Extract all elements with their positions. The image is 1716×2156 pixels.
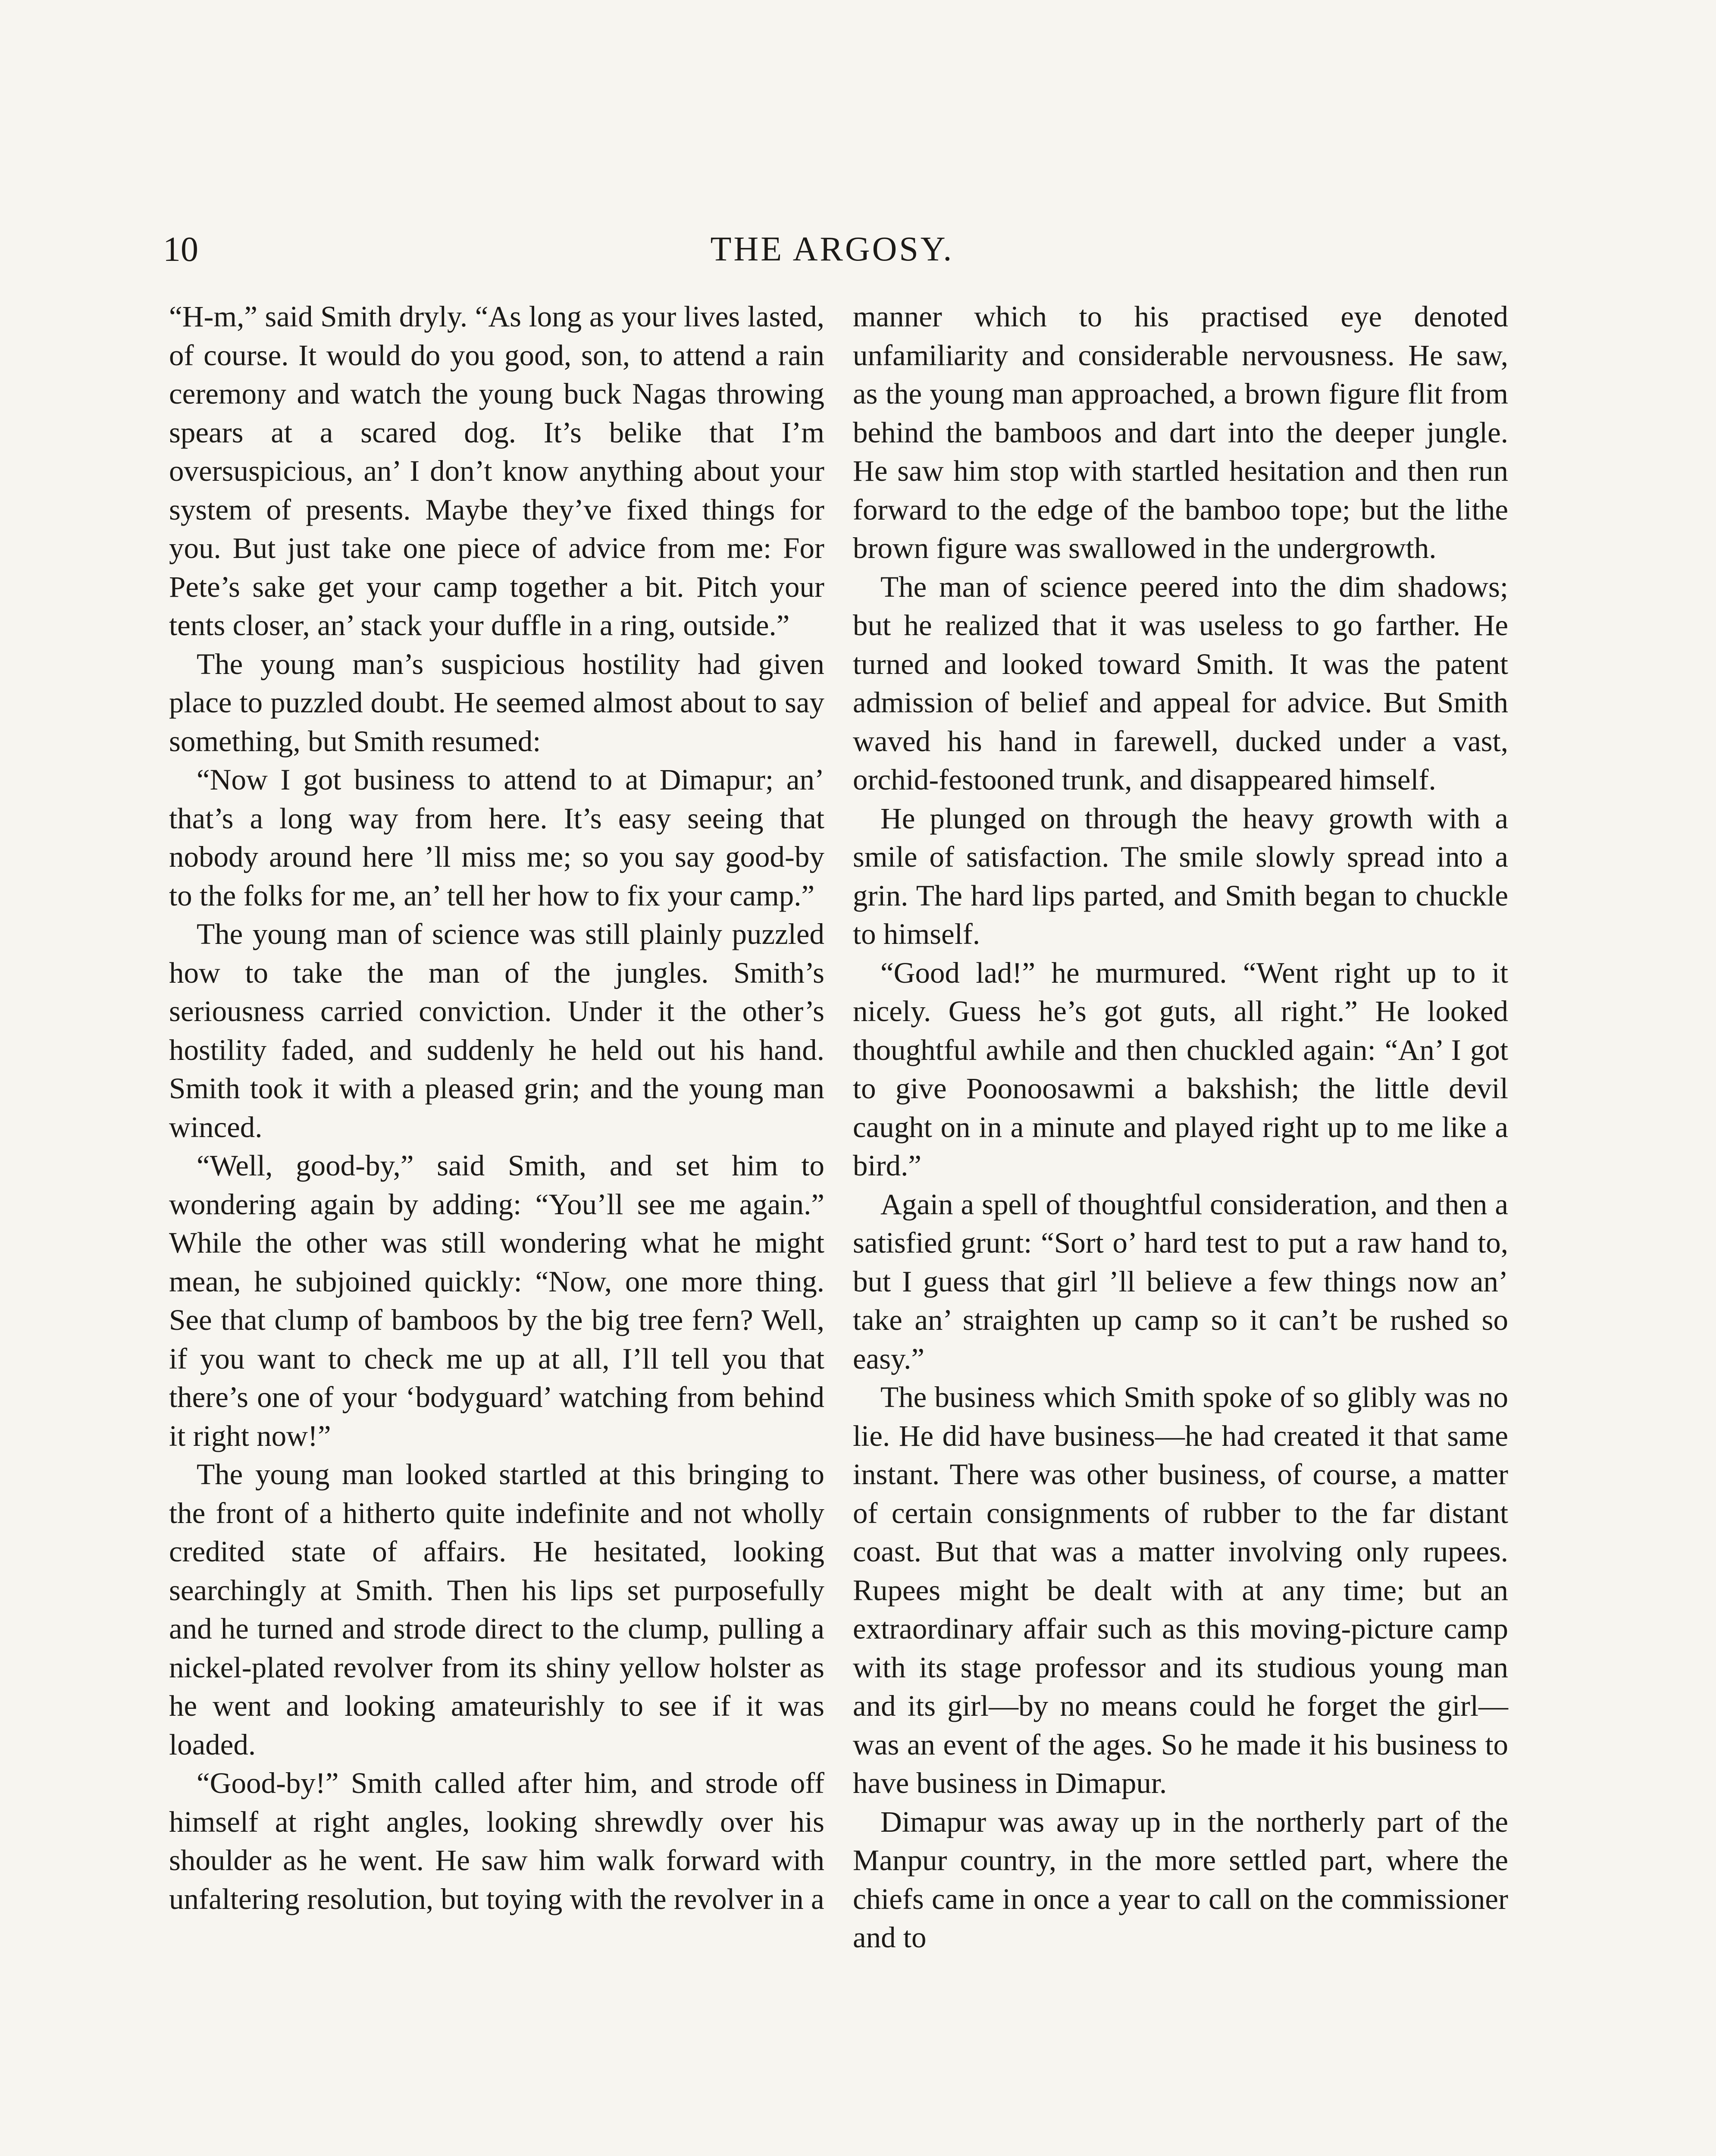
paragraph: He plunged on through the heavy growth with a smile of satisfaction. The smile slowly spread into a grin. The hard lips parted, and Smith began to chuckle to himself. xyxy=(853,802,1508,950)
paragraph: “Good lad!” he murmured. “Went right up to it nicely. Guess he’s got guts, all right.” He looked thoughtful awhile and then chuckled again: “An’ I got to give Poonoosawmi a bakshish; the little devil caught on in a minute and played right up to me like a bird.” xyxy=(853,956,1508,1182)
paragraph: The man of science peered into the dim shadows; but he realized that it was useless to go farther. He turned and looked toward Smith. It was the patent admission of belief and appeal for advice. But Smith waved his hand in farewell, ducked under a vast, orchid-festooned trunk, and disappeared himself. xyxy=(853,570,1508,796)
page-number: 10 xyxy=(163,229,198,269)
paragraph: “H-m,” said Smith dryly. “As long as your lives lasted, of course. It would do you good, son, to attend a rain ceremony and watch the young buck Nagas throwing spears at a scared dog. It’s belike that I’m oversuspicious, an’ I don’t know anything about your system of presents. Maybe they’ve fixed things for you. But just take one piece of advice from me: For Pete’s sake get your camp together a bit. Pitch your tents closer, an’ stack your duffle in a ring, outside.” xyxy=(169,300,824,642)
paragraph: “Now I got business to attend to at Dimapur; an’ that’s a long way from here. It’s easy seeing that nobody around here ’ll miss me; so you say good-by to the folks for me, an’ tell her how to fix your camp.” xyxy=(169,763,824,912)
right-column xyxy=(853,298,1508,1957)
paragraph: The young man looked startled at this bringing to the front of a hitherto quite indefinite and not wholly credited state of affairs. He hesitated, looking searchingly at Smith. Then his lips set purposefully and he turned and strode direct to the clump, pulling a nickel-plated revolver from its shiny yellow holster as he went and looking amateurishly to see if it was loaded. xyxy=(169,1458,824,1761)
page-header xyxy=(163,223,1501,275)
paragraph: The young man’s suspicious hostility had given place to puzzled doubt. He seemed almost about to say something, but Smith resumed: xyxy=(169,647,824,758)
left-column xyxy=(169,298,824,1918)
running-head: THE ARGOSY. xyxy=(710,230,954,268)
paragraph: Dimapur was away up in the northerly part of the Manpur country, in the more settled part, where the chiefs came in once a year to call on the commissioner and to xyxy=(853,1805,1508,1954)
paragraph: manner which to his practised eye denoted unfamiliarity and considerable nervousness. He saw, as the young man approached, a brown figure flit from behind the bamboos and dart into the deeper jungle. He saw him stop with startled hesitation and then run forward to the edge of the bamboo tope; but the lithe brown figure was swallowed in the undergrowth. xyxy=(853,300,1508,564)
paragraph: The young man of science was still plainly puzzled how to take the man of the jungles. Smith’s seriousness carried conviction. Under it the other’s hostility faded, and suddenly he held out his hand. Smith took it with a pleased grin; and the young man winced. xyxy=(169,918,824,1144)
paragraph: The business which Smith spoke of so glibly was no lie. He did have business—he had created it that same instant. There was other business, of course, a matter of certain consignments of rubber to the far distant coast. But that was a matter involving only rupees. Rupees might be dealt with at any time; but an extraordinary affair such as this moving-picture camp with its stage professor and its studious young man and its girl—by no means could he forget the girl—was an event of the ages. So he made it his business to have business in Dimapur. xyxy=(853,1381,1508,1799)
paragraph: Again a spell of thoughtful consideration, and then a satisfied grunt: “Sort o’ hard test to put a raw hand to, but I guess that girl ’ll believe a few things now an’ take an’ straighten up camp so it can’t be rushed so easy.” xyxy=(853,1188,1508,1375)
paragraph: “Good-by!” Smith called after him, and strode off himself at right angles, looking shrewdly over his shoulder as he went. He saw him walk forward with unfaltering resolution, but toying with the revolver in a xyxy=(169,1767,824,1915)
paragraph: “Well, good-by,” said Smith, and set him to wondering again by adding: “You’ll see me again.” While the other was still wondering what he might mean, he subjoined quickly: “Now, one more thing. See that clump of bamboos by the big tree fern? Well, if you want to check me up at all, I’ll tell you that there’s one of your ‘bodyguard’ watching from behind it right now!” xyxy=(169,1149,824,1452)
